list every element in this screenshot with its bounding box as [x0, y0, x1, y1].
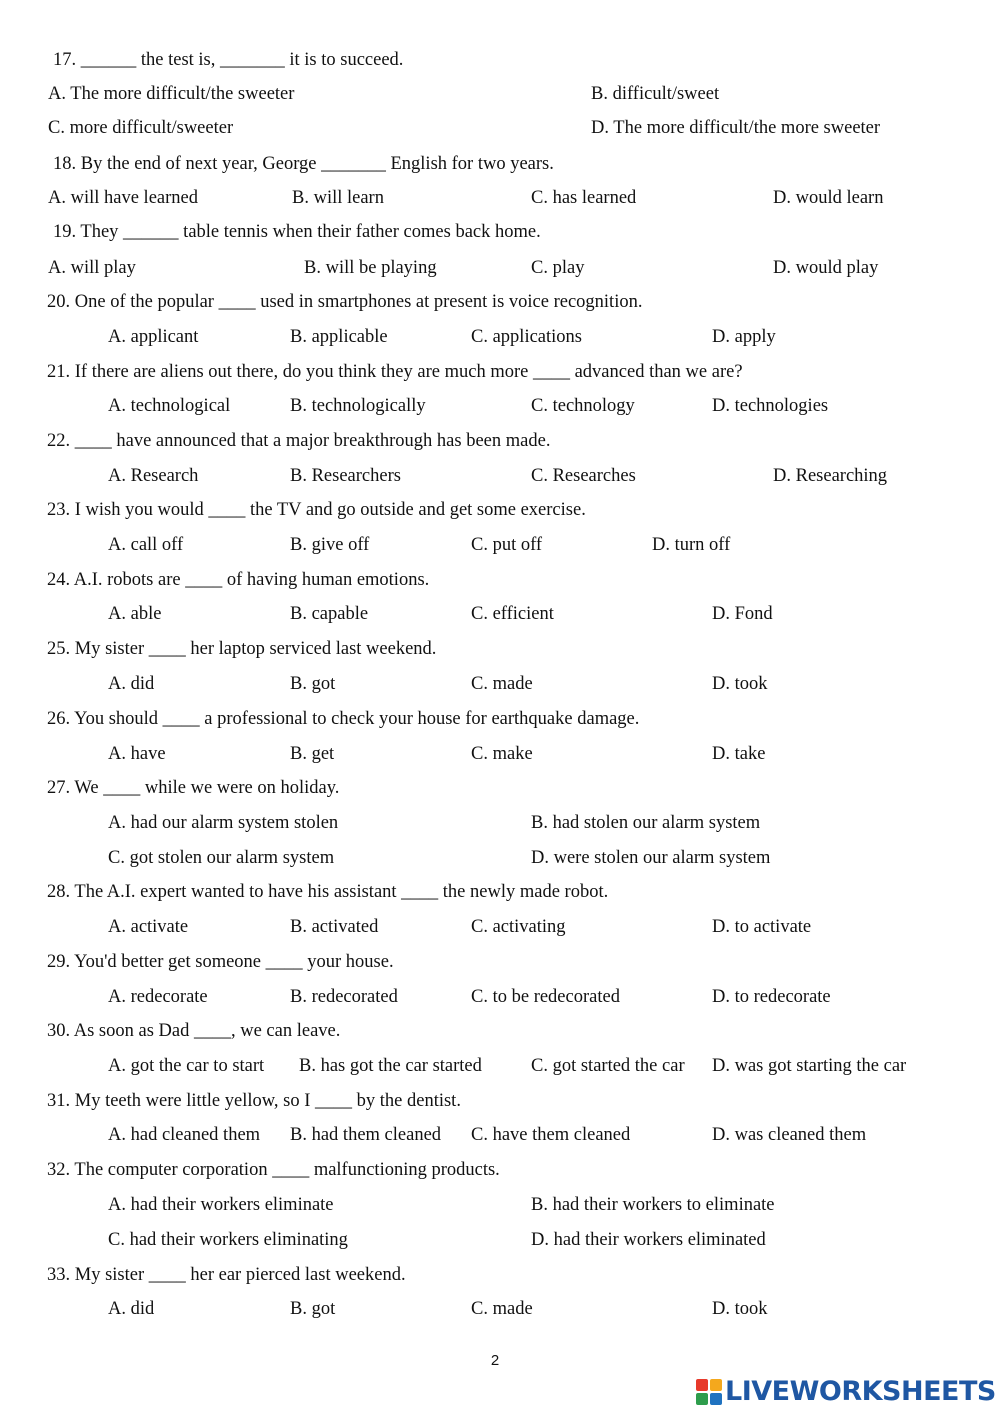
- answer-option[interactable]: A. did: [108, 1299, 155, 1319]
- answer-option[interactable]: D. had their workers eliminated: [531, 1230, 766, 1250]
- logo-square-green: [696, 1393, 708, 1405]
- question-stem: 29. You'd better get someone ____ your house.: [47, 952, 394, 972]
- answer-option[interactable]: A. Research: [108, 466, 199, 486]
- answer-option[interactable]: D. Fond: [712, 604, 773, 624]
- answer-option[interactable]: B. Researchers: [290, 466, 401, 486]
- question-stem: 26. You should ____ a professional to check your house for earthquake damage.: [47, 709, 640, 729]
- question-stem: 30. As soon as Dad ____, we can leave.: [47, 1021, 341, 1041]
- answer-option[interactable]: C. had their workers eliminating: [108, 1230, 348, 1250]
- answer-option[interactable]: B. has got the car started: [299, 1056, 482, 1076]
- question-stem: 28. The A.I. expert wanted to have his assistant ____ the newly made robot.: [47, 882, 609, 902]
- answer-option[interactable]: C. made: [471, 1299, 533, 1319]
- answer-option[interactable]: B. get: [290, 744, 335, 764]
- answer-option[interactable]: A. did: [108, 674, 155, 694]
- page-number: 2: [490, 1352, 500, 1369]
- answer-option[interactable]: D. was cleaned them: [712, 1125, 867, 1145]
- answer-option[interactable]: A. will play: [48, 258, 136, 278]
- answer-option[interactable]: C. got started the car: [531, 1056, 685, 1076]
- answer-option[interactable]: B. will learn: [292, 188, 384, 208]
- question-stem: 18. By the end of next year, George _______ English for two years.: [53, 154, 554, 174]
- question-stem: 31. My teeth were little yellow, so I ____ by the dentist.: [47, 1091, 461, 1111]
- answer-option[interactable]: A. able: [108, 604, 162, 624]
- answer-option[interactable]: C. applications: [471, 327, 582, 347]
- answer-option[interactable]: C. activating: [471, 917, 566, 937]
- answer-option[interactable]: D. to redecorate: [712, 987, 831, 1007]
- question-stem: 21. If there are aliens out there, do you think they are much more ____ advanced than we are?: [47, 362, 743, 382]
- answer-option[interactable]: A. applicant: [108, 327, 199, 347]
- answer-option[interactable]: B. got: [290, 674, 336, 694]
- answer-option[interactable]: A. redecorate: [108, 987, 208, 1007]
- liveworksheets-logo-icon: [696, 1379, 722, 1405]
- answer-option[interactable]: A. technological: [108, 396, 231, 416]
- answer-option[interactable]: B. technologically: [290, 396, 426, 416]
- answer-option[interactable]: B. activated: [290, 917, 379, 937]
- answer-option[interactable]: B. had their workers to eliminate: [531, 1195, 775, 1215]
- answer-option[interactable]: C. Researches: [531, 466, 636, 486]
- question-stem: 22. ____ have announced that a major breakthrough has been made.: [47, 431, 551, 451]
- answer-option[interactable]: A. had cleaned them: [108, 1125, 261, 1145]
- liveworksheets-watermark: [696, 1372, 996, 1412]
- answer-option[interactable]: C. has learned: [531, 188, 637, 208]
- answer-option[interactable]: B. will be playing: [304, 258, 437, 278]
- question-stem: 27. We ____ while we were on holiday.: [47, 778, 340, 798]
- answer-option[interactable]: C. more difficult/sweeter: [48, 118, 234, 138]
- watermark-text: LIVEWORKSHEETS: [725, 1376, 996, 1407]
- answer-option[interactable]: D. The more difficult/the more sweeter: [591, 118, 881, 138]
- answer-option[interactable]: B. got: [290, 1299, 336, 1319]
- answer-option[interactable]: D. to activate: [712, 917, 812, 937]
- answer-option[interactable]: C. made: [471, 674, 533, 694]
- answer-option[interactable]: D. technologies: [712, 396, 829, 416]
- question-stem: 20. One of the popular ____ used in smartphones at present is voice recognition.: [47, 292, 643, 312]
- answer-option[interactable]: D. took: [712, 1299, 768, 1319]
- answer-option[interactable]: A. have: [108, 744, 166, 764]
- question-stem: 19. They ______ table tennis when their father comes back home.: [53, 222, 541, 242]
- answer-option[interactable]: A. call off: [108, 535, 184, 555]
- answer-option[interactable]: A. got the car to start: [108, 1056, 265, 1076]
- answer-option[interactable]: B. difficult/sweet: [591, 84, 720, 104]
- answer-option[interactable]: B. had them cleaned: [290, 1125, 442, 1145]
- answer-option[interactable]: D. take: [712, 744, 766, 764]
- answer-option[interactable]: C. efficient: [471, 604, 554, 624]
- answer-option[interactable]: D. would learn: [773, 188, 884, 208]
- answer-option[interactable]: D. Researching: [773, 466, 888, 486]
- answer-option[interactable]: D. would play: [773, 258, 879, 278]
- answer-option[interactable]: B. had stolen our alarm system: [531, 813, 761, 833]
- logo-square-blue: [710, 1393, 722, 1405]
- answer-option[interactable]: C. put off: [471, 535, 543, 555]
- answer-option[interactable]: A. The more difficult/the sweeter: [48, 84, 295, 104]
- question-stem: 17. ______ the test is, _______ it is to succeed.: [53, 50, 404, 70]
- answer-option[interactable]: B. capable: [290, 604, 369, 624]
- answer-option[interactable]: C. play: [531, 258, 585, 278]
- answer-option[interactable]: A. had our alarm system stolen: [108, 813, 339, 833]
- answer-option[interactable]: B. redecorated: [290, 987, 398, 1007]
- answer-option[interactable]: C. technology: [531, 396, 635, 416]
- answer-option[interactable]: B. give off: [290, 535, 370, 555]
- question-stem: 23. I wish you would ____ the TV and go outside and get some exercise.: [47, 500, 586, 520]
- answer-option[interactable]: C. to be redecorated: [471, 987, 620, 1007]
- answer-option[interactable]: A. had their workers eliminate: [108, 1195, 334, 1215]
- answer-option[interactable]: B. applicable: [290, 327, 388, 347]
- question-stem: 25. My sister ____ her laptop serviced last weekend.: [47, 639, 437, 659]
- logo-square-red: [696, 1379, 708, 1391]
- answer-option[interactable]: A. will have learned: [48, 188, 198, 208]
- answer-option[interactable]: C. got stolen our alarm system: [108, 848, 335, 868]
- answer-option[interactable]: A. activate: [108, 917, 189, 937]
- answer-option[interactable]: D. turn off: [652, 535, 731, 555]
- answer-option[interactable]: D. apply: [712, 327, 776, 347]
- logo-square-orange: [710, 1379, 722, 1391]
- question-stem: 32. The computer corporation ____ malfunctioning products.: [47, 1160, 500, 1180]
- question-stem: 33. My sister ____ her ear pierced last weekend.: [47, 1265, 406, 1285]
- question-stem: 24. A.I. robots are ____ of having human emotions.: [47, 570, 430, 590]
- answer-option[interactable]: C. make: [471, 744, 533, 764]
- answer-option[interactable]: D. were stolen our alarm system: [531, 848, 771, 868]
- answer-option[interactable]: D. was got starting the car: [712, 1056, 907, 1076]
- answer-option[interactable]: D. took: [712, 674, 768, 694]
- answer-option[interactable]: C. have them cleaned: [471, 1125, 631, 1145]
